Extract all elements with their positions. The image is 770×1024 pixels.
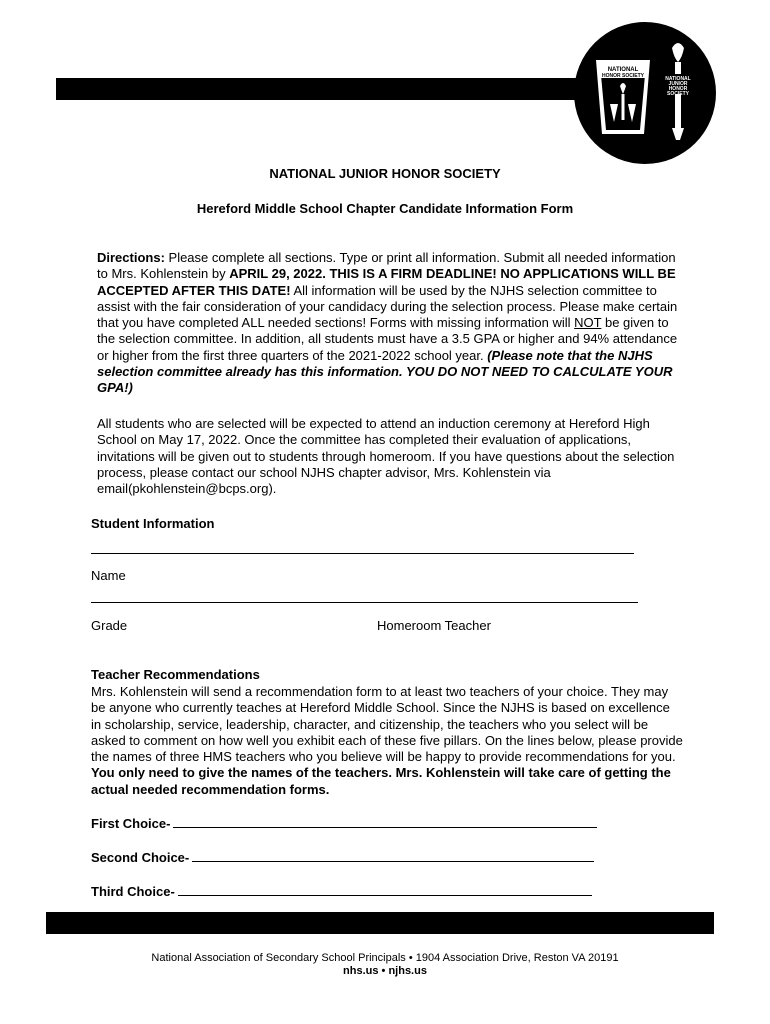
first-choice-row — [91, 816, 597, 831]
logo-text-3: NATIONAL — [665, 76, 691, 82]
directions-text-3: be given to the selection committee. In addition, all students must have a 3.5 GPA or higher and 94% attendance or higher from the first three quarters of the 2021-2022 school year. — [97, 315, 678, 363]
directions-note: (Please note that the NJHS selection committee already has this information. YOU DO NOT NEED TO CALCULATE YOUR GPA!) — [97, 347, 673, 396]
directions-deadline: APRIL 29, 2022. THIS IS A FIRM DEADLINE! NO APPLICATIONS WILL BE ACCEPTED AFTER THIS DATE! — [97, 266, 676, 298]
directions-paragraph — [97, 250, 687, 397]
logo-text-4: JUNIOR — [668, 81, 688, 87]
first-choice-line[interactable] — [173, 816, 597, 828]
third-choice-row — [91, 884, 592, 899]
directions-text-1: Please complete all sections. Type or print all information. Submit all needed information to Mrs. Kohlenstein by — [97, 250, 676, 282]
directions-not: NOT — [574, 315, 602, 331]
name-line[interactable] — [91, 553, 634, 554]
student-info-heading: Student Information — [91, 516, 215, 531]
first-choice-label: First Choice- — [91, 816, 171, 831]
grade-label: Grade — [91, 618, 128, 633]
footer-bar — [46, 912, 714, 934]
logo-text-2: HONOR SOCIETY — [602, 73, 644, 79]
footer-websites: nhs.us • njhs.us — [343, 965, 427, 977]
logo-text-6: SOCIETY — [667, 91, 689, 97]
third-choice-label: Third Choice- — [91, 884, 175, 899]
homeroom-teacher-label: Homeroom Teacher — [377, 618, 491, 633]
page-subtitle: Hereford Middle School Chapter Candidate Information Form — [196, 201, 574, 216]
teacher-rec-text: Mrs. Kohlenstein will send a recommendation form to at least two teachers of your choice. They may be anyone who currently teaches at Hereford Middle School. Since the NJHS is based on excellence in scholarship, service, leadership, character, and citizenship, the teachers who you select will be asked to comment on how well you exhibit each of these five pillars. On the lines below, please provide the names of three HMS teachers who you believe will be happy to provide recommendations for you. — [91, 684, 683, 765]
teacher-rec-paragraph — [91, 684, 683, 798]
logo-text-1: NATIONAL — [607, 67, 639, 73]
second-choice-line[interactable] — [192, 850, 594, 862]
induction-paragraph: All students who are selected will be expected to attend an induction ceremony at Hereford High School on May 17, 2022. Once the committee has completed their evaluation of applications, invitations will be given out to students through homeroom. If you have questions about the selection process, please contact our school NJHS chapter advisor, Mrs. Kohlenstein via email(pkohlenstein@bcps.org). — [97, 416, 675, 497]
teacher-rec-heading: Teacher Recommendations — [91, 667, 260, 682]
page-title: NATIONAL JUNIOR HONOR SOCIETY — [269, 166, 501, 181]
second-choice-row — [91, 850, 594, 865]
footer-address: National Association of Secondary School Principals • 1904 Association Drive, Reston VA 20191 — [151, 952, 619, 964]
name-label: Name — [91, 568, 126, 583]
njhs-logo — [574, 22, 716, 164]
logo-text-5: HONOR — [668, 86, 688, 92]
directions-text-2: All information will be used by the NJHS selection committee to assist with the fair consideration of your candidacy during the selection process. Please make certain that you have completed ALL needed sections! Forms with missing information will — [97, 282, 678, 331]
teacher-rec-bold: You only need to give the names of the teachers. Mrs. Kohlenstein will take care of getting the actual needed recommendation forms. — [91, 765, 671, 797]
second-choice-label: Second Choice- — [91, 850, 190, 865]
grade-homeroom-line[interactable] — [91, 602, 638, 603]
directions-label: Directions: — [97, 250, 165, 265]
third-choice-line[interactable] — [178, 884, 592, 896]
